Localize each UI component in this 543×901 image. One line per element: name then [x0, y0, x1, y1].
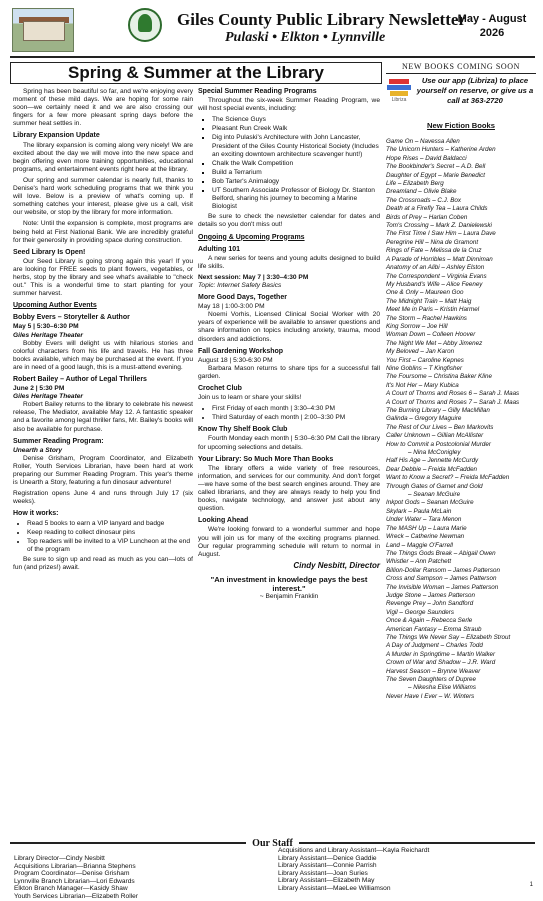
book-list-item: Wreck – Catherine Newman — [386, 533, 465, 541]
staff-member: Library Director—Cindy Nesbitt — [14, 855, 105, 862]
book-list-item: Birds of Prey – Harlan Coben — [386, 213, 468, 221]
book-list-item: My Beloved – Jan Karon — [386, 348, 455, 356]
book-list-item: King Sorrow – Joe Hill — [386, 322, 448, 330]
book-list-item: How to Commit a Postcolonial Murder — [386, 440, 491, 448]
expansion-note: Note: Until the expansion is complete, most programs are being held at First National Bank. We are incredibly grateful for their generosity in providing space during construction. — [13, 220, 193, 244]
book-list-item: Want to Know a Secret? – Freida McFadden — [386, 474, 510, 482]
book-list-item: Billion-Dollar Ransom – James Patterson — [386, 566, 500, 574]
special-programs-heading: Special Summer Reading Programs — [198, 88, 317, 95]
adulting-heading: Adulting 101 — [198, 245, 241, 253]
branch-locations: Pulaski • Elkton • Lynnville — [225, 30, 386, 45]
expansion-heading: Library Expansion Update — [13, 132, 100, 140]
crochet-schedule-list — [212, 405, 380, 422]
book-list-item: Land – Maggie O'Farrell — [386, 541, 453, 549]
book-list-item: Through Gates of Garnet and Gold — [386, 482, 483, 490]
book-list-item: The Bookbinder's Secret – A.D. Bell — [386, 163, 486, 171]
new-fiction-heading: New Fiction Books — [427, 121, 495, 130]
book-list-item: The MASH Up – Laura Marie — [386, 524, 467, 532]
book-list-item: A Court of Thorns and Roses 7 – Sarah J. Maas — [386, 398, 520, 406]
book-list-item: – Nikesha Elise Williams — [408, 684, 477, 692]
staff-member: Library Assistant—Connie Parrish — [278, 862, 377, 870]
evers-event-heading: Bobby Evers – Storyteller & Author — [13, 314, 130, 322]
book-list-item: The Things We Never Say – Elizabeth Strout — [386, 633, 511, 641]
book-list-item: A Day of Judgment – Charles Todd — [386, 642, 483, 650]
summer-reading-heading: Summer Reading Program: — [13, 437, 104, 445]
staff-member: Program Coordinator—Denise Grisham — [14, 870, 130, 878]
book-list-item: It's Not Her – Mary Kubica — [386, 381, 459, 389]
list-item: • Top readers will be invited to a VIP Luncheon at the end of the program — [27, 538, 193, 554]
new-fiction-list — [386, 138, 536, 701]
book-list-item: The Unicorn Hunters – Katherine Arden — [386, 146, 496, 154]
registration-info: Registration opens June 4 and runs through July 17 (six weeks). — [13, 490, 193, 506]
staff-member: Library Assistant—Denice Gaddie — [278, 854, 377, 862]
book-list-item: Under Water – Tara Menon — [386, 516, 462, 524]
issue-date: May - August 2026 — [457, 13, 527, 39]
book-list-item: The Night We Met – Abby Jimenez — [386, 339, 483, 347]
book-list-item: Galinda – Gregory Maguire — [386, 415, 462, 423]
intro-paragraph: Spring has been beautiful so far, and we're enjoying every moment of these mild days. We are hoping for some rain soon—we certainly need it and we are also crossing our fingers for a few more pleasant spring days before the summer heat settles in. — [13, 88, 193, 128]
staff-heading: Our Staff — [10, 838, 535, 849]
book-club-heading: Know Thy Shelf Book Club — [198, 426, 288, 434]
staff-member: Library Assistant—Elizabeth May — [278, 877, 375, 885]
book-list-item: Peregrine Hill – Nina de Gramont — [386, 238, 479, 246]
book-list-item: Whistler – Ann Patchett — [386, 558, 452, 566]
book-list-item: One & Only – Maureen Goo — [386, 289, 464, 297]
book-list-item: Revenge Prey – John Sandford — [386, 600, 474, 608]
list-item: • First Friday of each month | 3:30–4:30 PM — [212, 405, 380, 413]
book-list-item: The Correspondent – Virginia Evans — [386, 272, 487, 280]
staff-member: Acquisitions and Library Assistant—Kayla Reichardt — [278, 847, 430, 854]
book-list-item: Judge Stone – James Patterson — [386, 591, 475, 599]
app-reserve-info: Use our app (Libriza) to place yourself on reserve, or give us a call at 363-2720 — [416, 76, 534, 105]
crochet-heading: Crochet Club — [198, 385, 242, 392]
list-item: ▪ Pleasant Run Creek Walk — [212, 125, 380, 133]
list-item: ▪ The Science Guys — [212, 116, 380, 124]
list-item: ▪ Bob Tarter's Animalogy — [212, 178, 380, 186]
libriza-app-icon: Libriza — [386, 78, 412, 112]
staff-member: Elkton Branch Manager—Kasidy Shaw — [14, 885, 128, 893]
middle-article-column: Special Summer Reading Programs Throughout the six-week Summer Reading Program, we will host special events, including: ▪ The Science Guys ▪ Pleasant Run Creek Walk ▪ Dig into Pulaski's Architecture with John Lancaster, President of the Giles County Historical Society (Includes an exciting downtown architecture scavenger hunt!) ▪ Chalk the Walk Competition ▪ Build a Terrarium ▪ Bob Tarter's Animalogy ▪ UT Southern Associate Professor of Biology Dr. Stanton Belford, sharing his journey to becoming a Marine Biologist Be sure to check the newsletter calendar for dates and details so you don't miss out! Ongoing & Upcoming Programs Adulting 101 A new series for teens and young adults designed to build life skills. Next session: May 7 | 3:30–4:30 PM Topic: Internet Safety Basics More Good Days, Together May 18 | 1:00-3:00 PM Noemi Vorhis, Licensed Clinical Social Worker with 20 years of experience will be available to answer questions and share information on topics including anxiety, trauma, mood disorders and addictions. Fall Gardening Workshop August 18 | 5:30-6:30 PM Barbara Mason returns to share tips for a successful fall garden. Crochet Club Join us to learn or share your skills! • First Friday of each month | 3:30–4:30 PM • Third Saturday of each month | 2:00–3:30 PM Know Thy Shelf Book Club Fourth Monday each month | 5:30–6:30 PM Call the library for upcoming selections and details. Your Library: So Much More Than Books The library offers a wide variety of free resources, information, and services for our community. And don't forget—we have some of the best search engines around. They are called librarians, and they are always ready to help you find books, navigate technology, and answer just about any question. Looking Ahead We're looking forward to a wonderful summer and hope you will join us for many of the exciting programs planned. Our regular programming schedule will return to normal in August. Cindy Nesbitt, Director "An investment in knowledge pays the best interest." ~ Benjamin Franklin — [198, 88, 380, 836]
list-item: • Read 5 books to earn a VIP lanyard and badge — [27, 520, 193, 528]
book-list-item: – Seanan McGuire — [408, 491, 461, 499]
list-item: ▪ Chalk the Walk Competition — [212, 160, 380, 168]
new-books-heading: NEW BOOKS COMING SOON — [386, 62, 536, 74]
book-list-item: The Things Gods Break – Abigail Owen — [386, 549, 496, 557]
book-list-item: The Seven Daughters of Dupree — [386, 676, 476, 683]
list-item: ▪ UT Southern Associate Professor of Biology Dr. Stanton Belford, sharing his journey to becoming a Marine Biologist — [212, 187, 380, 211]
book-list-item: Harvest Season – Brynne Weaver — [386, 667, 481, 675]
staff-member: Lynnville Branch Librarian—Lori Edwards — [14, 877, 135, 885]
list-item: • Keep reading to collect dinosaur pins — [27, 529, 193, 537]
book-list-item: The Invisible Woman – James Patterson — [386, 583, 499, 591]
book-list-item: Tom's Crossing – Mark Z. Danielewski — [386, 222, 492, 230]
library-building-image — [12, 8, 74, 52]
list-item: • Third Saturday of each month | 2:00–3:30 PM — [212, 414, 380, 422]
book-list-item: The Midnight Train – Matt Haig — [386, 297, 472, 305]
staff-list-left — [14, 855, 264, 901]
book-list-item: Game On – Navessa Allen — [386, 138, 460, 145]
book-list-item: The Rest of Our Lives – Ben Markovits — [386, 423, 494, 431]
book-list-item: Inkpot Gods – Seanan McGuire — [386, 499, 474, 507]
special-programs-list — [212, 116, 380, 211]
staff-member: Youth Services Librarian—Elizabeth Roller — [14, 892, 139, 900]
book-list-item: Caller Unknown – Gillian McAllister — [386, 432, 484, 440]
staff-list-right — [278, 847, 528, 893]
book-list-item: My Husband's Wife – Alice Feeney — [386, 280, 483, 288]
book-list-item: The Burning Library – Gilly MacMillan — [386, 407, 490, 414]
book-list-item: The Foursome – Christina Baker Kline — [386, 373, 492, 381]
book-list-item: Cross and Sampson – James Patterson — [386, 575, 497, 583]
how-it-works-heading: How it works: — [13, 510, 59, 518]
book-list-item: Death at a Firefly Tea – Laura Childs — [386, 205, 488, 213]
book-list-item: Vigil – George Saunders — [386, 608, 454, 616]
new-books-sidebar — [386, 62, 536, 840]
book-list-item: The Crossroads – C.J. Box — [386, 196, 462, 204]
book-list-item: Skylark – Paula McLain — [386, 507, 452, 515]
how-it-works-list — [27, 520, 193, 554]
seed-library-heading: Seed Library Is Open! — [13, 248, 86, 256]
county-emblem-icon — [128, 8, 162, 54]
newsletter-title: Giles County Public Library Newsletter — [177, 10, 466, 29]
book-list-item: Anatomy of an Alibi – Ashley Elston — [386, 264, 485, 272]
book-list-item: A Parade of Horribles – Matt Dinniman — [386, 255, 493, 263]
book-list-item: Woman Down – Colleen Hoover — [386, 331, 476, 339]
staff-member: Acquisitions Librarian—Brianna Stephens — [14, 862, 136, 870]
staff-section — [10, 838, 535, 900]
book-list-item: – Nina McConigley — [408, 449, 461, 457]
book-list-item: Dear Debbie – Freida McFadden — [386, 465, 478, 473]
more-than-books-heading: Your Library: So Much More Than Books — [198, 455, 334, 463]
bailey-event-heading: Robert Bailey – Author of Legal Thrillers — [13, 376, 147, 383]
book-list-item: Once & Again – Rebecca Serle — [386, 617, 473, 625]
book-list-item: Dreamland – Olivie Blake — [386, 188, 457, 196]
list-item: ▪ Dig into Pulaski's Architecture with John Lancaster, President of the Giles County Historical Society (Includes an exciting downtown architecture scavenger hunt!) — [212, 134, 380, 158]
book-list-item: Daughter of Egypt – Marie Benedict — [386, 171, 486, 179]
book-list-item: American Fantasy – Emma Straub — [386, 625, 482, 633]
book-list-item: Nine Goblins – T Kingfisher — [386, 364, 463, 372]
main-headline: Spring & Summer at the Library — [10, 62, 382, 84]
book-list-item: Meet Me in Paris – Kristin Harmel — [386, 306, 480, 314]
left-article-column: Spring has been beautiful so far, and we're enjoying every moment of these mild days. We are hoping for some rain soon—we certainly need it and we are also crossing our fingers for a few more pleasant spring days before the summer heat settles in. Library Expansion Update The library expansion is coming along very nicely! We are excited about the day we will move into the new space and begin offering even more training opportunities, educational programs, and entertainment events right here at the library. Our spring and summer calendar is nearly full, thanks to Denise's hard work scheduling programs that we think you will love. Below is a preview of what's coming up. If something catches your interest, please give us a call, visit our website, or stop by the library for more information. Note: Until the expansion is complete, most programs are being held at First National Bank. We are incredibly grateful for their generosity in providing space during construction. Seed Library Is Open! Our Seed Library is going strong again this year! If you are looking for FREE seeds to plant flowers, vegetables, or herbs, stop by the library and see what's available to "check out." This is a wonderful time to start planting for your summer harvest. Upcoming Author Events Bobby Evers – Storyteller & Author May 5 | 5:30–6:30 PM Giles Heritage Theater Bobby Evers will delight us with hilarious stories and colorful characters from his life and travels. He has three books available, which may be purchased at the event. If you are in need of a good laugh, this is a must-attend evening. Robert Bailey – Author of Legal Thrillers June 2 | 5:30 PM Giles Heritage Theater Robert Bailey returns to the library to celebrate his newest release, The Mediator, available May 12. A fantastic speaker and a favorite among legal thriller fans, Mr. Bailey's books will also be available for purchase. Summer Reading Program: Unearth a Story Denise Grisham, Program Coordinator, and Elizabeth Roller, Youth Services Librarian, have been hard at work preparing our Summer Reading Program. This year's theme is Unearth a Story, featuring a fun dinosaur adventure! Registration opens June 4 and runs through July 17 (six weeks). How it works: • Read 5 books to earn a VIP lanyard and badge • Keep reading to collect dinosaur pins • Top readers will be invited to a VIP Luncheon at the end of the program Be sure to sign up and read as much as you can—lots of fun (and prizes!) await. — [13, 88, 193, 836]
book-list-item: A Court of Thorns and Roses 6 – Sarah J. Maas — [386, 390, 520, 398]
gardening-heading: Fall Gardening Workshop — [198, 347, 284, 355]
newsletter-header — [10, 6, 535, 58]
book-list-item: The Storm – Rachel Hawkins — [386, 314, 467, 322]
book-list-item: Half His Age – Jennette McCurdy — [386, 457, 479, 465]
good-days-heading: More Good Days, Together — [198, 294, 287, 302]
book-list-item: Crown of War and Shadow – J.R. Ward — [386, 659, 496, 667]
book-list-item: Rings of Fate – Melissa de la Cruz — [386, 247, 482, 255]
ongoing-programs-heading: Ongoing & Upcoming Programs — [198, 233, 305, 241]
book-list-item: Hope Rises – David Baldacci — [386, 154, 467, 162]
book-list-item: Never Have I Ever – W. Winters — [386, 692, 475, 700]
quote: "An investment in knowledge pays the best interest." — [210, 574, 368, 593]
book-list-item: The First Time I Saw Him – Laura Dave — [386, 230, 496, 238]
book-list-item: Life – Elizabeth Berg — [386, 180, 444, 188]
quote-author: ~ Benjamin Franklin — [259, 592, 319, 600]
looking-ahead-heading: Looking Ahead — [198, 517, 249, 525]
staff-member: Library Assistant—Joan Suries — [278, 869, 368, 877]
author-events-heading: Upcoming Author Events — [13, 302, 97, 310]
staff-member: Library Assistant—MaeLee Williamson — [278, 884, 391, 892]
director-signature: Cindy Nesbitt, Director — [293, 560, 380, 570]
list-item: ▪ Build a Terrarium — [212, 169, 380, 177]
book-list-item: A Murder in Springtime – Martin Walker — [386, 650, 496, 658]
book-list-item: You First – Caroline Kepnes — [386, 356, 464, 364]
page-number: 1 — [529, 882, 533, 888]
